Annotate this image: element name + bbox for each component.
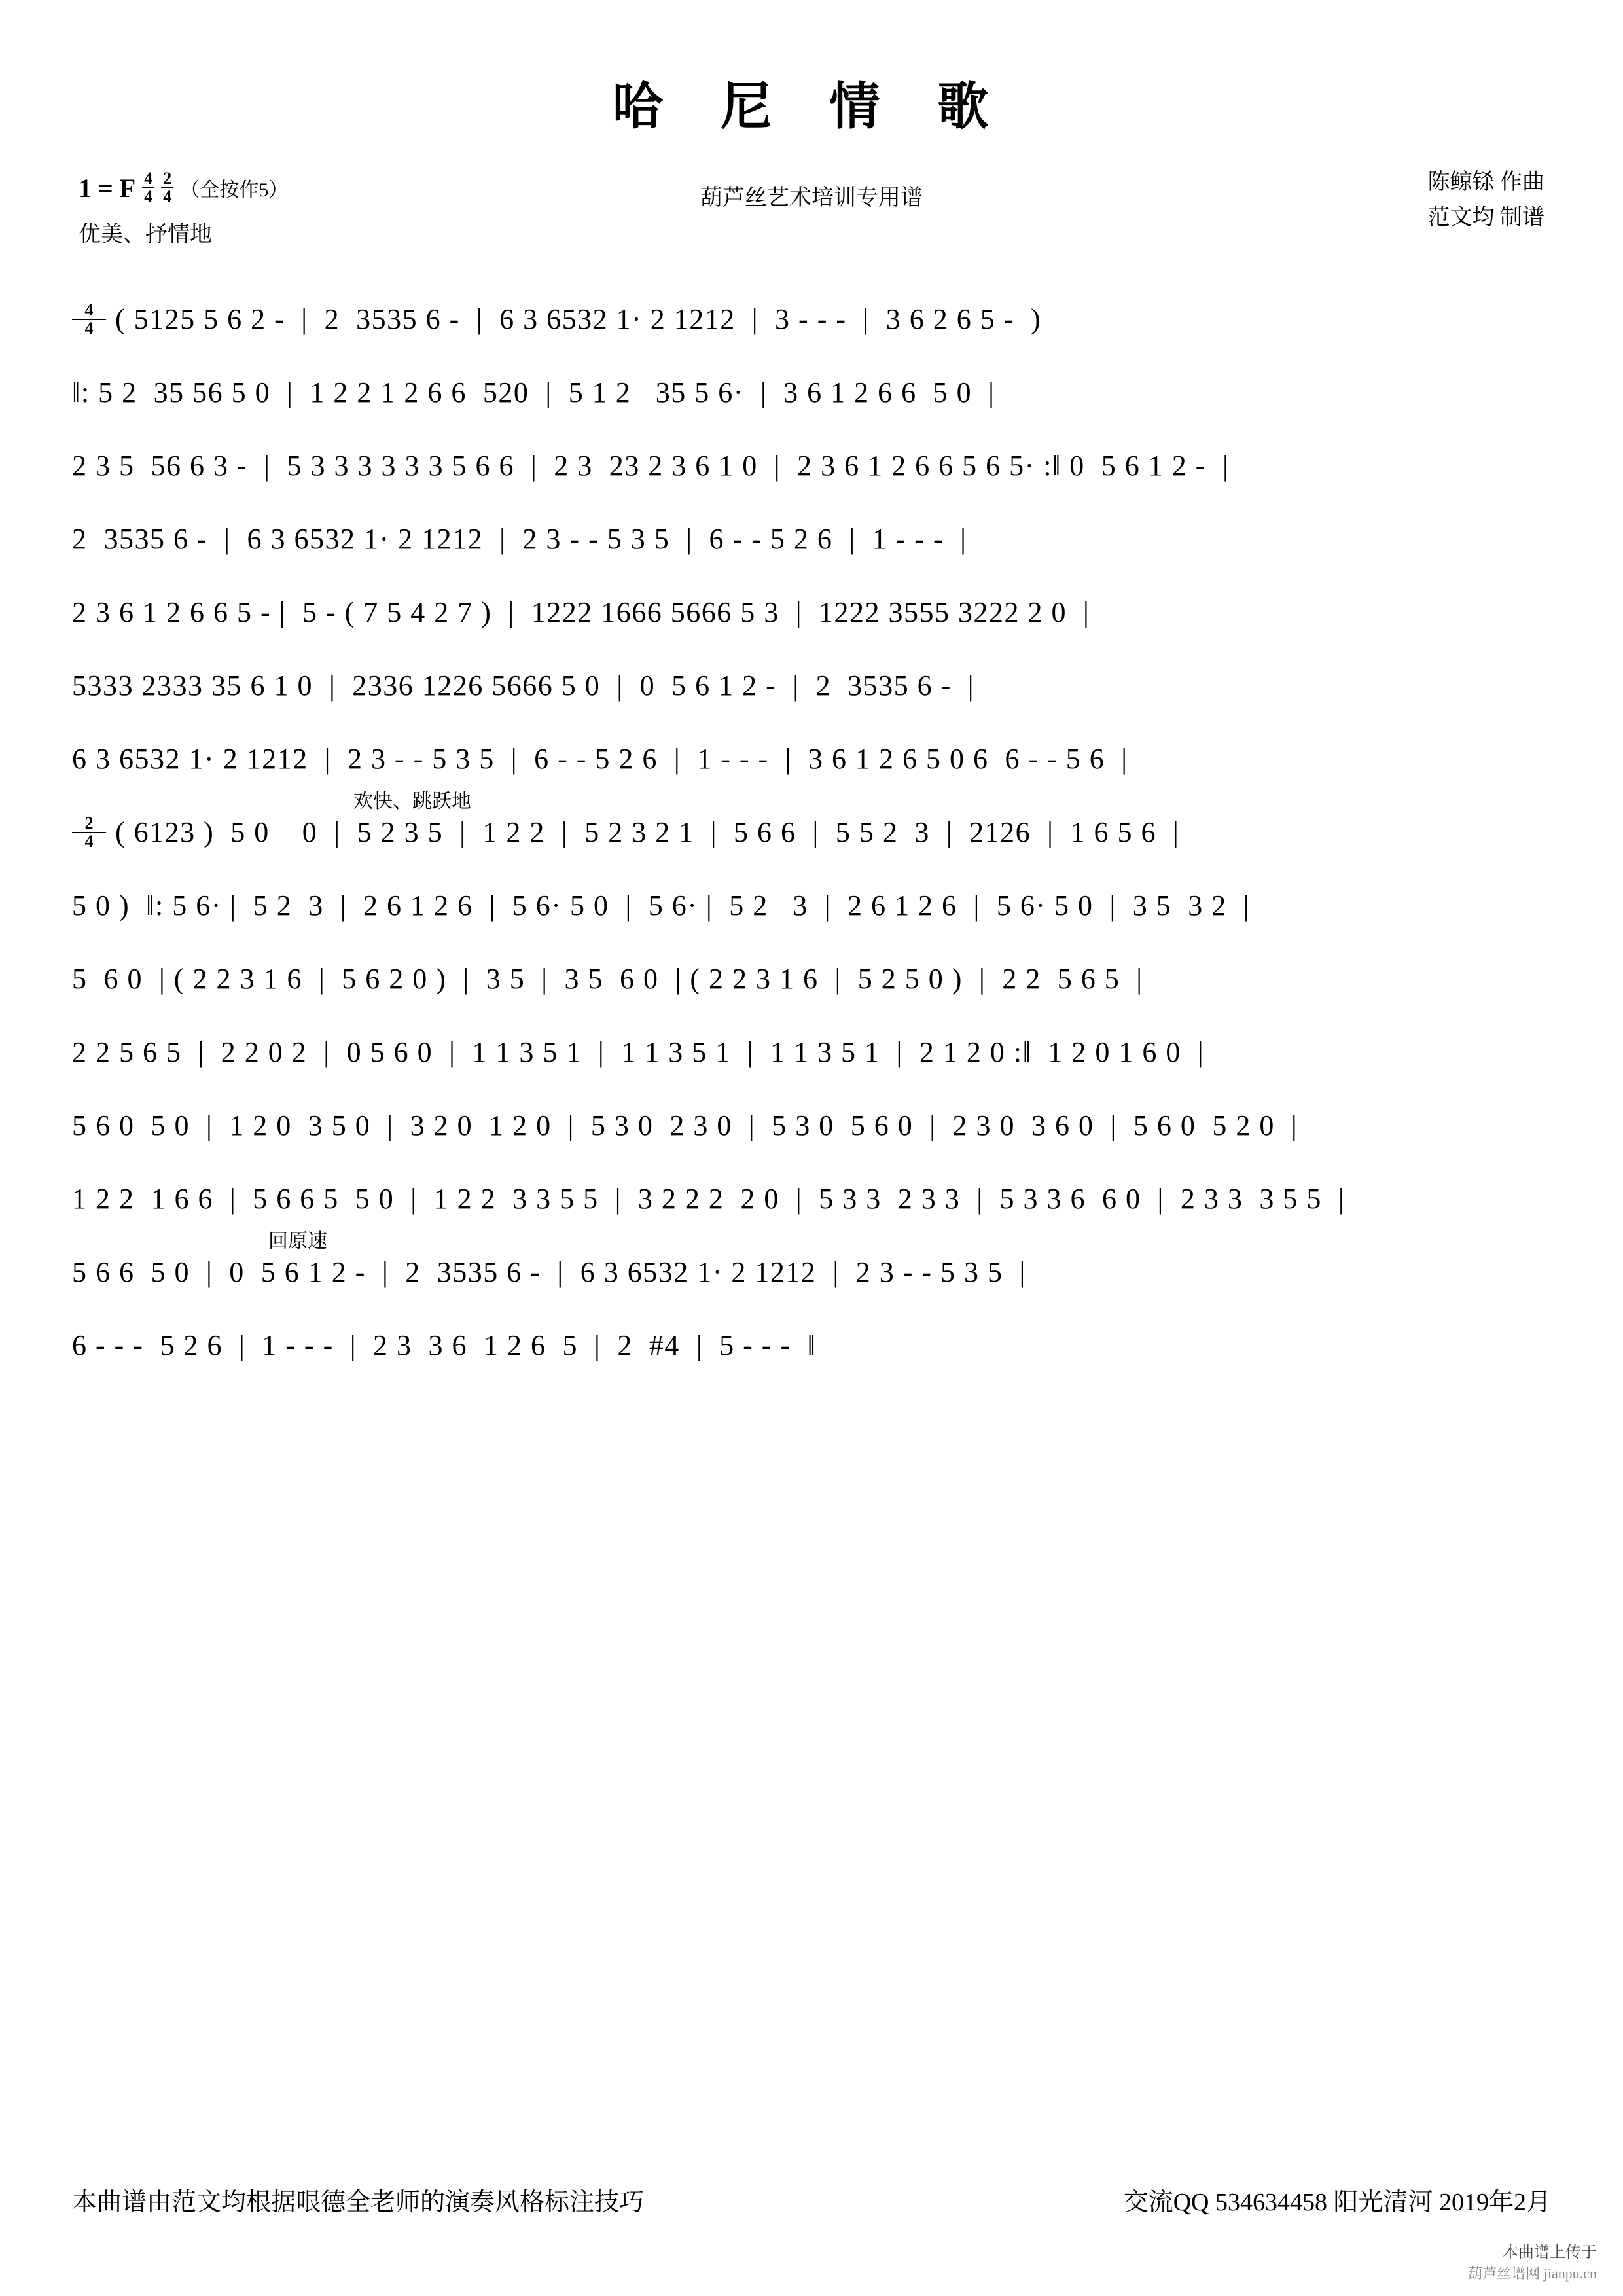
music-line-4-notes: 2 3535 6 - | 6 3 6532 1· 2 1212 | 2 3 - - 5 3 5 | 6 - - 5 2 6 | 1 - - - | [72, 523, 967, 555]
music-line-11-notes: 2 2 5 6 5 | 2 2 0 2 | 0 5 6 0 | 1 1 3 5 1 | 1 1 3 5 1 | 1 1 3 5 1 | 2 1 2 0 :‖ 1 2 0 1 6 0 | [72, 1036, 1205, 1068]
key-and-meter [79, 170, 288, 206]
music-line-2 [72, 356, 1551, 429]
music-line-8-notes: ( 6123 ) 5 0 0 | 5 2 3 5 | 1 2 2 | 5 2 3 2 1 | 5 6 6 | 5 5 2 3 | 2126 | 1 6 5 6 | [115, 816, 1180, 848]
music-line-12-notes: 5 6 0 5 0 | 1 2 0 3 5 0 | 3 2 0 1 2 0 | 5 3 0 2 3 0 | 5 3 0 5 6 0 | 2 3 0 3 6 0 | 5 6 0 5 2 0 | [72, 1109, 1298, 1141]
time-signature-primary: $\frac{4}{4}$ [142, 170, 154, 206]
score-header [0, 165, 1623, 263]
music-body [72, 283, 1551, 1382]
music-line-7 [72, 723, 1551, 796]
music-line-3 [72, 429, 1551, 503]
footer-note-right: 交流QQ 534634458 阳光清河 2019年2月 [1123, 2189, 1551, 2216]
arranger-credit: 范文均 制谱 [1427, 206, 1544, 230]
expression-marking: 优美、抒情地 [79, 223, 212, 247]
music-line-1-notes: ( 5125 5 6 2 - | 2 3535 6 - | 6 3 6532 1· 2 1212 | 3 - - - | 3 6 2 6 5 - ) [115, 303, 1042, 335]
watermark-line1: 本曲谱上传于 [1503, 2244, 1597, 2261]
meter-2-4: $\frac{2}{4}$ [72, 781, 106, 884]
music-line-5 [72, 576, 1551, 649]
key-signature: 1 = F [79, 173, 136, 203]
composer-credit: 陈鲸铩 作曲 [1427, 170, 1544, 194]
page-footer [0, 2181, 1623, 2217]
music-line-9 [72, 869, 1551, 942]
score-subtitle: 葫芦丝艺术培训专用谱 [700, 186, 923, 210]
music-line-14 [72, 1230, 1551, 1309]
music-line-9-notes: 5 0 ) ‖: 5 6· | 5 2 3 | 2 6 1 2 6 | 5 6· 5 0 | 5 6· | 5 2 3 | 2 6 1 2 6 | 5 6· 5 0 | 3 5 3 2 | [72, 889, 1251, 922]
tempo-mark-a-tempo: 回原速 [268, 1230, 327, 1252]
music-line-6 [72, 649, 1551, 723]
page-title: 哈 尼 情 歌 [612, 78, 1011, 135]
meter-4-4-a: $\frac{4}{4}$ [72, 268, 106, 371]
music-line-15-notes: 6 - - - 5 2 6 | 1 - - - | 2 3 3 6 1 2 6 5 | 2 #4 | 5 - - - ‖ [72, 1329, 817, 1361]
music-line-12 [72, 1089, 1551, 1162]
music-line-10 [72, 942, 1551, 1016]
music-line-14-notes: 5 6 6 5 0 | 0 5 6 1 2 - | 2 3535 6 - | 6 3 6532 1· 2 1212 | 2 3 - - 5 3 5 | [72, 1256, 1026, 1288]
music-line-13-notes: 1 2 2 1 6 6 | 5 6 6 5 5 0 | 1 2 2 3 3 5 5 | 3 2 2 2 2 0 | 5 3 3 2 3 3 | 5 3 3 6 6 0 | 2 3 3 3 5 5 | [72, 1183, 1346, 1215]
music-line-7-notes: 6 3 6532 1· 2 1212 | 2 3 - - 5 3 5 | 6 - - 5 2 6 | 1 - - - | 3 6 1 2 6 5 0 6 6 - - 5 6 | [72, 743, 1128, 775]
music-line-4 [72, 503, 1551, 576]
music-line-3-notes: 2 3 5 56 6 3 - | 5 3 3 3 3 3 3 5 6 6 | 2 3 23 2 3 6 1 0 | 2 3 6 1 2 6 6 5 6 5· :‖ 0 5 6 1 2 - | [72, 450, 1230, 482]
music-line-11 [72, 1016, 1551, 1089]
footer-note-left: 本曲谱由范文均根据哏德全老师的演奏风格标注技巧 [72, 2189, 645, 2216]
music-line-15 [72, 1309, 1551, 1382]
music-line-2-notes: ‖: 5 2 35 56 5 0 | 1 2 2 1 2 6 6 520 | 5 1 2 35 5 6· | 3 6 1 2 6 6 5 0 | [72, 376, 995, 408]
watermark-line2: 葫芦丝谱网 jianpu.cn [1468, 2265, 1597, 2282]
time-signature-secondary: $\frac{2}{4}$ [161, 170, 173, 206]
tempo-mark-lively: 欢快、跳跃地 [353, 791, 471, 812]
credits [1428, 165, 1545, 236]
music-line-10-notes: 5 6 0 | ( 2 2 3 1 6 | 5 6 2 0 ) | 3 5 | 3 5 6 0 | ( 2 2 3 1 6 | 5 2 5 0 ) | 2 2 5 6 5 | [72, 963, 1143, 995]
music-line-6-notes: 5333 2333 35 6 1 0 | 2336 1226 5666 5 0 | 0 5 6 1 2 - | 2 3535 6 - | [72, 670, 975, 702]
music-line-1 [72, 283, 1551, 356]
music-line-8 [72, 791, 1551, 869]
music-line-13 [72, 1162, 1551, 1236]
music-line-5-notes: 2 3 6 1 2 6 6 5 - | 5 - ( 7 5 4 2 7 ) | 1222 1666 5666 5 3 | 1222 3555 3222 2 0 | [72, 596, 1090, 628]
fingering-note: （全按作5） [180, 179, 289, 201]
